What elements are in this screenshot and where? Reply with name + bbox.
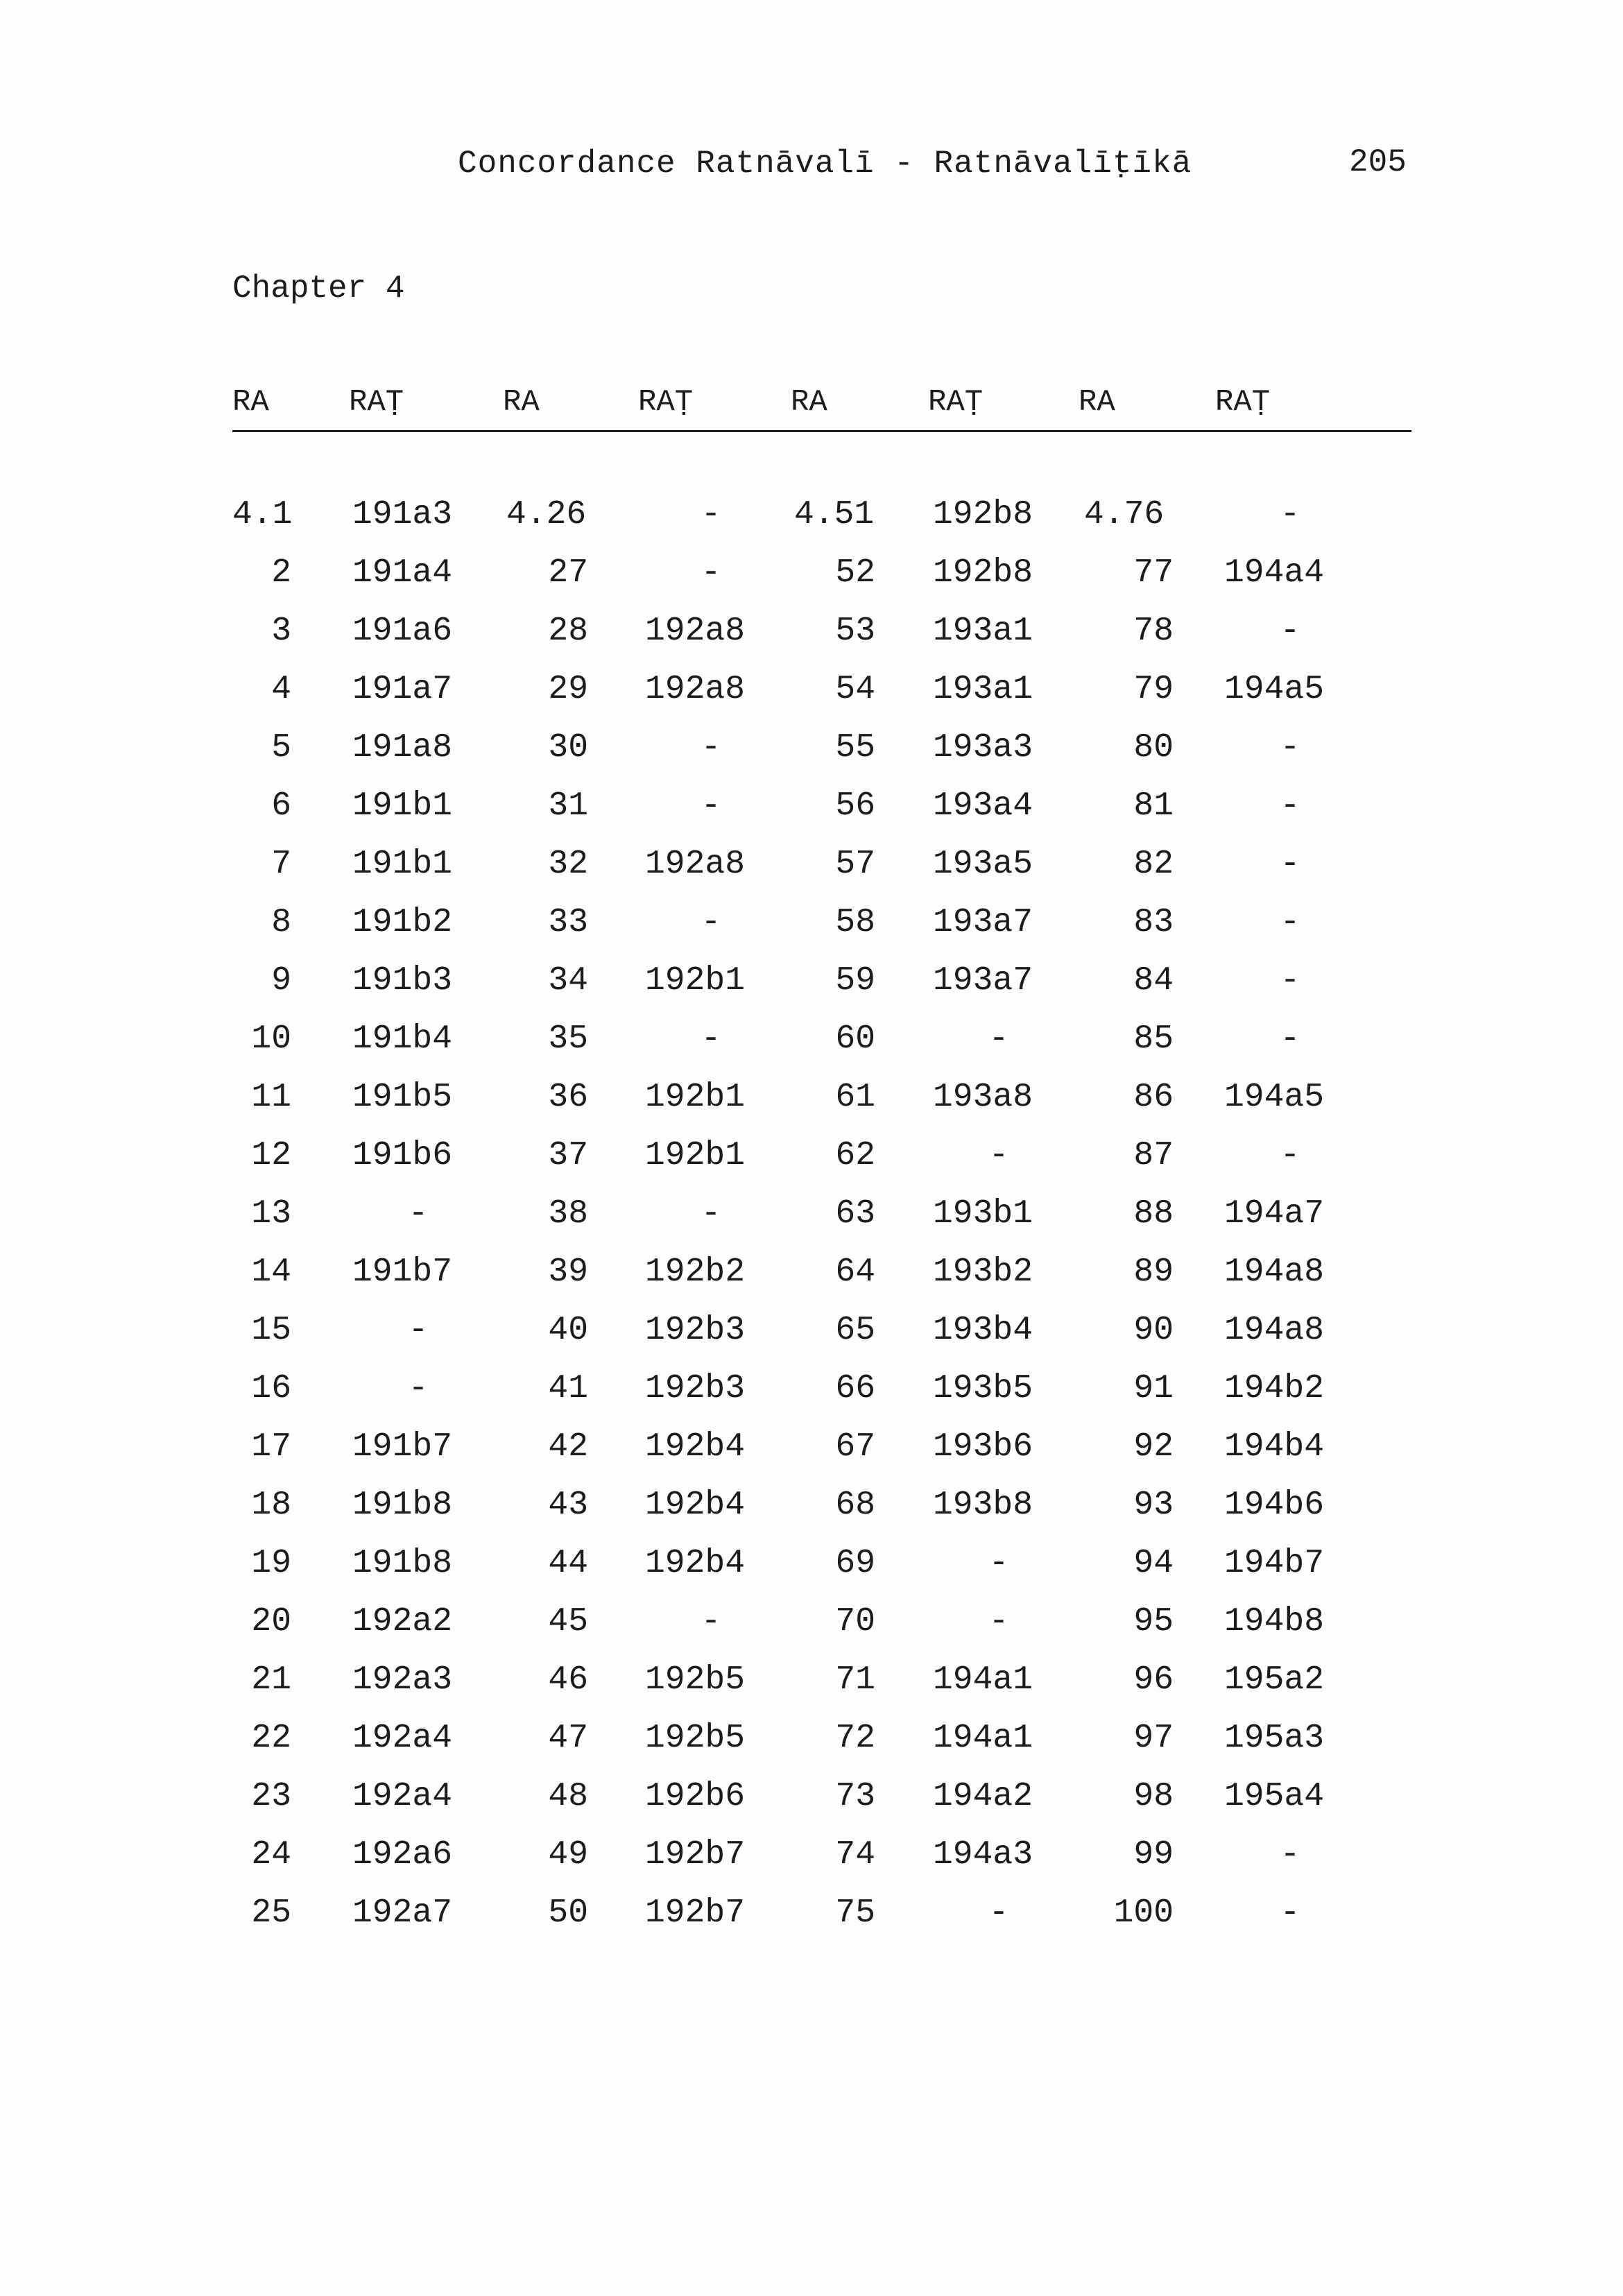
ra-verse-cell: 50	[548, 1894, 588, 1932]
ra-verse-cell: 2	[271, 554, 291, 592]
rat-folio-cell: -	[408, 1195, 429, 1233]
rat-folio-cell: 192a6	[352, 1836, 453, 1874]
table-row	[0, 729, 1623, 787]
rat-folio-cell: -	[1280, 496, 1300, 533]
table-row	[0, 1778, 1623, 1836]
rat-folio-cell: 191b1	[352, 787, 453, 825]
ra-verse-cell: 9	[271, 962, 291, 1000]
ra-verse-cell: 93	[1133, 1487, 1174, 1524]
table-row	[0, 1720, 1623, 1778]
ra-verse-cell: 4.51	[794, 496, 875, 533]
ra-verse-cell: 44	[548, 1545, 588, 1582]
table-row	[0, 1894, 1623, 1953]
rat-folio-cell: 192b4	[645, 1487, 746, 1524]
column-header-rat: RAṬ	[928, 385, 984, 420]
ra-verse-cell: 40	[548, 1312, 588, 1349]
ra-verse-cell: 82	[1133, 846, 1174, 883]
table-row	[0, 846, 1623, 904]
rat-folio-cell: 192b5	[645, 1661, 746, 1699]
rat-folio-cell: 193a8	[933, 1079, 1033, 1116]
rat-folio-cell: 193b4	[933, 1312, 1033, 1349]
ra-verse-cell: 64	[835, 1253, 875, 1291]
rat-folio-cell: 194b2	[1224, 1370, 1325, 1407]
rat-folio-cell: 191a6	[352, 612, 453, 650]
ra-verse-cell: 37	[548, 1137, 588, 1174]
rat-folio-cell: 193b6	[933, 1428, 1033, 1466]
column-header-rat: RAṬ	[349, 385, 404, 420]
ra-verse-cell: 70	[835, 1603, 875, 1640]
ra-verse-cell: 87	[1133, 1137, 1174, 1174]
ra-verse-cell: 68	[835, 1487, 875, 1524]
rat-folio-cell: 192b8	[933, 496, 1033, 533]
rat-folio-cell: 193b8	[933, 1487, 1033, 1524]
rat-folio-cell: -	[1280, 612, 1300, 650]
ra-verse-cell: 84	[1133, 962, 1174, 1000]
rat-folio-cell: 194a3	[933, 1836, 1033, 1874]
ra-verse-cell: 57	[835, 846, 875, 883]
ra-verse-cell: 16	[251, 1370, 291, 1407]
rat-folio-cell: 194a1	[933, 1661, 1033, 1699]
table-row	[0, 1545, 1623, 1603]
column-header-ra: RA	[232, 385, 269, 420]
ra-verse-cell: 4	[271, 671, 291, 708]
rat-folio-cell: 192a8	[645, 612, 746, 650]
rat-folio-cell: -	[1280, 962, 1300, 1000]
rat-folio-cell: 191b3	[352, 962, 453, 1000]
rat-folio-cell: 192b1	[645, 1079, 746, 1116]
ra-verse-cell: 52	[835, 554, 875, 592]
rat-folio-cell: 194a8	[1224, 1312, 1325, 1349]
ra-verse-cell: 19	[251, 1545, 291, 1582]
ra-verse-cell: 65	[835, 1312, 875, 1349]
ra-verse-cell: 39	[548, 1253, 588, 1291]
rat-folio-cell: 192b5	[645, 1720, 746, 1757]
ra-verse-cell: 28	[548, 612, 588, 650]
rat-folio-cell: 192b3	[645, 1312, 746, 1349]
rat-folio-cell: 192a8	[645, 671, 746, 708]
rat-folio-cell: 194b7	[1224, 1545, 1325, 1582]
ra-verse-cell: 13	[251, 1195, 291, 1233]
table-header	[0, 385, 1623, 427]
rat-folio-cell: 191b7	[352, 1428, 453, 1466]
ra-verse-cell: 96	[1133, 1661, 1174, 1699]
ra-verse-cell: 47	[548, 1720, 588, 1757]
ra-verse-cell: 15	[251, 1312, 291, 1349]
rat-folio-cell: 194a7	[1224, 1195, 1325, 1233]
header-rule	[232, 430, 1411, 432]
rat-folio-cell: 191b5	[352, 1079, 453, 1116]
rat-folio-cell: 191b4	[352, 1020, 453, 1058]
page-number: 205	[1349, 144, 1407, 180]
table-row	[0, 1253, 1623, 1312]
ra-verse-cell: 100	[1113, 1894, 1174, 1932]
ra-verse-cell: 17	[251, 1428, 291, 1466]
ra-verse-cell: 83	[1133, 904, 1174, 941]
rat-folio-cell: 194a8	[1224, 1253, 1325, 1291]
rat-folio-cell: -	[1280, 904, 1300, 941]
ra-verse-cell: 67	[835, 1428, 875, 1466]
rat-folio-cell: 193a1	[933, 612, 1033, 650]
ra-verse-cell: 32	[548, 846, 588, 883]
ra-verse-cell: 21	[251, 1661, 291, 1699]
ra-verse-cell: 81	[1133, 787, 1174, 825]
rat-folio-cell: 193a3	[933, 729, 1033, 766]
rat-folio-cell: 192b6	[645, 1778, 746, 1815]
table-row	[0, 554, 1623, 612]
ra-verse-cell: 54	[835, 671, 875, 708]
ra-verse-cell: 7	[271, 846, 291, 883]
ra-verse-cell: 78	[1133, 612, 1174, 650]
rat-folio-cell: -	[701, 496, 721, 533]
rat-folio-cell: 193a5	[933, 846, 1033, 883]
rat-folio-cell: -	[408, 1370, 429, 1407]
ra-verse-cell: 79	[1133, 671, 1174, 708]
rat-folio-cell: 193a7	[933, 904, 1033, 941]
rat-folio-cell: -	[988, 1894, 1009, 1932]
rat-folio-cell: 194a5	[1224, 1079, 1325, 1116]
rat-folio-cell: 192b2	[645, 1253, 746, 1291]
ra-verse-cell: 4.1	[232, 496, 293, 533]
rat-folio-cell: 192b7	[645, 1894, 746, 1932]
rat-folio-cell: 193a4	[933, 787, 1033, 825]
table-row	[0, 1020, 1623, 1079]
ra-verse-cell: 91	[1133, 1370, 1174, 1407]
ra-verse-cell: 66	[835, 1370, 875, 1407]
chapter-heading: Chapter 4	[232, 271, 405, 307]
rat-folio-cell: 193b1	[933, 1195, 1033, 1233]
ra-verse-cell: 31	[548, 787, 588, 825]
rat-folio-cell: 191b8	[352, 1487, 453, 1524]
ra-verse-cell: 45	[548, 1603, 588, 1640]
ra-verse-cell: 35	[548, 1020, 588, 1058]
table-row	[0, 1195, 1623, 1253]
ra-verse-cell: 3	[271, 612, 291, 650]
table-row	[0, 671, 1623, 729]
rat-folio-cell: 191a3	[352, 496, 453, 533]
rat-folio-cell: 194b8	[1224, 1603, 1325, 1640]
column-header-ra: RA	[1079, 385, 1115, 420]
ra-verse-cell: 62	[835, 1137, 875, 1174]
rat-folio-cell: -	[988, 1020, 1009, 1058]
table-row	[0, 962, 1623, 1020]
rat-folio-cell: 192b8	[933, 554, 1033, 592]
rat-folio-cell: 193b2	[933, 1253, 1033, 1291]
rat-folio-cell: 191a8	[352, 729, 453, 766]
rat-folio-cell: 192a4	[352, 1778, 453, 1815]
rat-folio-cell: 194a2	[933, 1778, 1033, 1815]
ra-verse-cell: 77	[1133, 554, 1174, 592]
rat-folio-cell: -	[1280, 1836, 1300, 1874]
rat-folio-cell: 191b7	[352, 1253, 453, 1291]
rat-folio-cell: 194b4	[1224, 1428, 1325, 1466]
ra-verse-cell: 99	[1133, 1836, 1174, 1874]
table-row	[0, 1370, 1623, 1428]
rat-folio-cell: 195a4	[1224, 1778, 1325, 1815]
rat-folio-cell: 194a5	[1224, 671, 1325, 708]
ra-verse-cell: 53	[835, 612, 875, 650]
ra-verse-cell: 10	[251, 1020, 291, 1058]
ra-verse-cell: 98	[1133, 1778, 1174, 1815]
table-row	[0, 496, 1623, 554]
rat-folio-cell: -	[1280, 1894, 1300, 1932]
ra-verse-cell: 97	[1133, 1720, 1174, 1757]
rat-folio-cell: 192b7	[645, 1836, 746, 1874]
rat-folio-cell: -	[1280, 846, 1300, 883]
ra-verse-cell: 34	[548, 962, 588, 1000]
table-row	[0, 787, 1623, 846]
table-row	[0, 1137, 1623, 1195]
rat-folio-cell: -	[988, 1603, 1009, 1640]
rat-folio-cell: -	[1280, 787, 1300, 825]
table-row	[0, 1487, 1623, 1545]
ra-verse-cell: 74	[835, 1836, 875, 1874]
ra-verse-cell: 61	[835, 1079, 875, 1116]
ra-verse-cell: 4.76	[1084, 496, 1165, 533]
rat-folio-cell: 191b1	[352, 846, 453, 883]
ra-verse-cell: 5	[271, 729, 291, 766]
ra-verse-cell: 69	[835, 1545, 875, 1582]
ra-verse-cell: 95	[1133, 1603, 1174, 1640]
ra-verse-cell: 59	[835, 962, 875, 1000]
rat-folio-cell: -	[701, 554, 721, 592]
ra-verse-cell: 75	[835, 1894, 875, 1932]
ra-verse-cell: 63	[835, 1195, 875, 1233]
ra-verse-cell: 23	[251, 1778, 291, 1815]
ra-verse-cell: 4.26	[506, 496, 587, 533]
running-title: Concordance Ratnāvalī - Ratnāvalīṭīkā	[458, 146, 1192, 182]
ra-verse-cell: 24	[251, 1836, 291, 1874]
ra-verse-cell: 46	[548, 1661, 588, 1699]
table-row	[0, 1428, 1623, 1487]
ra-verse-cell: 71	[835, 1661, 875, 1699]
rat-folio-cell: 192a3	[352, 1661, 453, 1699]
ra-verse-cell: 80	[1133, 729, 1174, 766]
ra-verse-cell: 60	[835, 1020, 875, 1058]
table-row	[0, 1836, 1623, 1894]
table-row	[0, 1079, 1623, 1137]
ra-verse-cell: 49	[548, 1836, 588, 1874]
rat-folio-cell: 195a2	[1224, 1661, 1325, 1699]
ra-verse-cell: 92	[1133, 1428, 1174, 1466]
ra-verse-cell: 18	[251, 1487, 291, 1524]
rat-folio-cell: 191b6	[352, 1137, 453, 1174]
ra-verse-cell: 72	[835, 1720, 875, 1757]
column-header-rat: RAṬ	[638, 385, 694, 420]
table-row	[0, 1312, 1623, 1370]
rat-folio-cell: 193b5	[933, 1370, 1033, 1407]
ra-verse-cell: 11	[251, 1079, 291, 1116]
ra-verse-cell: 43	[548, 1487, 588, 1524]
table-row	[0, 1603, 1623, 1661]
ra-verse-cell: 89	[1133, 1253, 1174, 1291]
rat-folio-cell: -	[701, 1195, 721, 1233]
rat-folio-cell: 192a2	[352, 1603, 453, 1640]
ra-verse-cell: 42	[548, 1428, 588, 1466]
rat-folio-cell: 195a3	[1224, 1720, 1325, 1757]
ra-verse-cell: 86	[1133, 1079, 1174, 1116]
ra-verse-cell: 22	[251, 1720, 291, 1757]
ra-verse-cell: 25	[251, 1894, 291, 1932]
table-row	[0, 904, 1623, 962]
ra-verse-cell: 94	[1133, 1545, 1174, 1582]
ra-verse-cell: 73	[835, 1778, 875, 1815]
rat-folio-cell: 191a7	[352, 671, 453, 708]
ra-verse-cell: 33	[548, 904, 588, 941]
rat-folio-cell: -	[701, 904, 721, 941]
ra-verse-cell: 14	[251, 1253, 291, 1291]
column-header-rat: RAṬ	[1215, 385, 1271, 420]
column-header-ra: RA	[791, 385, 827, 420]
ra-verse-cell: 38	[548, 1195, 588, 1233]
ra-verse-cell: 85	[1133, 1020, 1174, 1058]
rat-folio-cell: -	[701, 1020, 721, 1058]
rat-folio-cell: 192b1	[645, 962, 746, 1000]
rat-folio-cell: 194b6	[1224, 1487, 1325, 1524]
rat-folio-cell: 192a4	[352, 1720, 453, 1757]
rat-folio-cell: -	[701, 1603, 721, 1640]
rat-folio-cell: -	[988, 1137, 1009, 1174]
rat-folio-cell: 192a8	[645, 846, 746, 883]
rat-folio-cell: -	[988, 1545, 1009, 1582]
rat-folio-cell: -	[1280, 1020, 1300, 1058]
rat-folio-cell: 192b3	[645, 1370, 746, 1407]
ra-verse-cell: 20	[251, 1603, 291, 1640]
ra-verse-cell: 90	[1133, 1312, 1174, 1349]
ra-verse-cell: 8	[271, 904, 291, 941]
rat-folio-cell: -	[408, 1312, 429, 1349]
ra-verse-cell: 12	[251, 1137, 291, 1174]
ra-verse-cell: 36	[548, 1079, 588, 1116]
column-header-ra: RA	[503, 385, 540, 420]
ra-verse-cell: 29	[548, 671, 588, 708]
ra-verse-cell: 6	[271, 787, 291, 825]
ra-verse-cell: 58	[835, 904, 875, 941]
rat-folio-cell: -	[1280, 729, 1300, 766]
rat-folio-cell: 194a4	[1224, 554, 1325, 592]
rat-folio-cell: 192b4	[645, 1428, 746, 1466]
rat-folio-cell: -	[701, 787, 721, 825]
ra-verse-cell: 56	[835, 787, 875, 825]
table-row	[0, 1661, 1623, 1720]
rat-folio-cell: 193a1	[933, 671, 1033, 708]
table-row	[0, 612, 1623, 671]
rat-folio-cell: 192a7	[352, 1894, 453, 1932]
ra-verse-cell: 30	[548, 729, 588, 766]
rat-folio-cell: 192b4	[645, 1545, 746, 1582]
rat-folio-cell: 191b2	[352, 904, 453, 941]
rat-folio-cell: 194a1	[933, 1720, 1033, 1757]
ra-verse-cell: 88	[1133, 1195, 1174, 1233]
rat-folio-cell: -	[701, 729, 721, 766]
rat-folio-cell: 191b8	[352, 1545, 453, 1582]
ra-verse-cell: 55	[835, 729, 875, 766]
ra-verse-cell: 48	[548, 1778, 588, 1815]
rat-folio-cell: 191a4	[352, 554, 453, 592]
rat-folio-cell: 193a7	[933, 962, 1033, 1000]
ra-verse-cell: 27	[548, 554, 588, 592]
rat-folio-cell: -	[1280, 1137, 1300, 1174]
ra-verse-cell: 41	[548, 1370, 588, 1407]
rat-folio-cell: 192b1	[645, 1137, 746, 1174]
concordance-table	[0, 496, 1623, 1953]
